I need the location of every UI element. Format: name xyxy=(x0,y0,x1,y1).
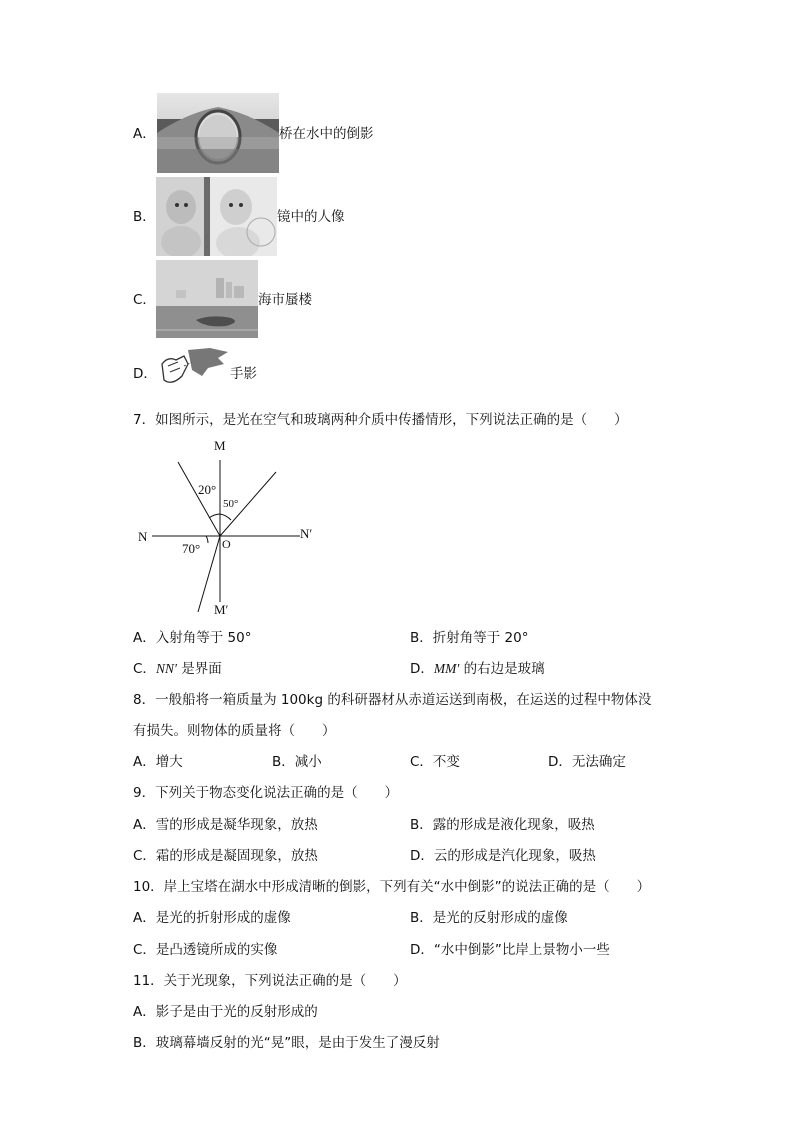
angle-arc-70 xyxy=(206,536,208,543)
q10-option-c: C．是凸透镜所成的实像 xyxy=(133,942,278,958)
q11-option-b: B．玻璃幕墙反射的光“晃”眼，是由于发生了漫反射 xyxy=(133,1035,440,1051)
q7-option-c-var: NN′ xyxy=(155,661,177,676)
label-n-prime: N′ xyxy=(300,526,313,541)
q9-option-c: C．霜的形成是凝固现象，放热 xyxy=(133,848,318,864)
q7-option-c-prefix: C． xyxy=(133,661,156,677)
q7-option-d-suffix: 的右边是玻璃 xyxy=(459,661,545,677)
label-m-prime: M′ xyxy=(214,602,229,617)
q7-option-c xyxy=(133,661,222,677)
mirage-photo xyxy=(156,260,258,338)
q9-option-a: A．雪的形成是凝华现象，放热 xyxy=(133,817,318,833)
q8-option-a: A．增大 xyxy=(133,754,183,770)
q8-option-b: B．减小 xyxy=(272,754,322,770)
q6-option-a-caption: 桥在水中的倒影 xyxy=(279,126,374,142)
label-o: O xyxy=(222,537,231,551)
angle-arc-20 xyxy=(209,514,220,518)
q11-option-a: A．影子是由于光的反射形成的 xyxy=(133,1004,318,1020)
q9-option-d: D．云的形成是汽化现象，吸热 xyxy=(410,848,596,864)
incident-ray xyxy=(178,462,220,536)
light-refraction-figure xyxy=(130,434,330,624)
q6-option-c-letter: C． xyxy=(133,292,156,308)
q8-option-d: D．无法确定 xyxy=(548,754,626,770)
q6-option-d-caption: 手影 xyxy=(230,366,257,382)
q9-stem: 9．下列关于物态变化说法正确的是（ ） xyxy=(133,785,399,801)
q6-option-b-caption: 镜中的人像 xyxy=(277,209,345,225)
q8-stem-line2: 有损失。则物体的质量将（ ） xyxy=(133,723,336,739)
q9-option-b: B．露的形成是液化现象，吸热 xyxy=(410,817,595,833)
label-angle-50: 50° xyxy=(223,498,239,510)
q7-stem: 7．如图所示，是光在空气和玻璃两种介质中传播情形，下列说法正确的是（ ） xyxy=(133,412,628,428)
angle-arc-50 xyxy=(220,514,231,520)
q7-option-a: A．入射角等于 50° xyxy=(133,630,252,646)
q6-option-a-letter: A． xyxy=(133,126,156,142)
bridge-reflection-photo xyxy=(157,93,279,173)
q8-stem-line1: 8．一般船将一箱质量为 100kg 的科研器材从赤道运送到南极，在运送的过程中物体没 xyxy=(133,692,652,708)
q7-option-d-prefix: D． xyxy=(410,661,434,677)
q8-option-c: C．不变 xyxy=(410,754,460,770)
label-m: M xyxy=(214,438,226,453)
q10-option-a: A．是光的折射形成的虚像 xyxy=(133,910,291,926)
q6-option-c-caption: 海市蜃楼 xyxy=(258,292,312,308)
q10-option-b: B．是光的反射形成的虚像 xyxy=(410,910,568,926)
hand-shadow-drawing xyxy=(158,346,230,388)
q6-option-d-letter: D． xyxy=(133,366,157,382)
q7-option-c-suffix: 是界面 xyxy=(176,661,222,677)
q10-stem: 10．岸上宝塔在湖水中形成清晰的倒影，下列有关“水中倒影”的说法正确的是（ ） xyxy=(133,879,651,895)
q11-stem: 11．关于光现象，下列说法正确的是（ ） xyxy=(133,973,407,989)
label-angle-70: 70° xyxy=(182,541,201,556)
label-angle-20: 20° xyxy=(198,482,217,497)
mirror-baby-photo xyxy=(156,177,277,256)
refracted-ray xyxy=(198,536,220,612)
label-n: N xyxy=(138,529,148,544)
q7-option-d xyxy=(410,661,545,677)
q6-option-b-letter: B． xyxy=(133,209,156,225)
q7-option-d-var: MM′ xyxy=(433,661,460,676)
q10-option-d: D．“水中倒影”比岸上景物小一些 xyxy=(410,942,610,958)
q7-option-b: B．折射角等于 20° xyxy=(410,630,529,646)
